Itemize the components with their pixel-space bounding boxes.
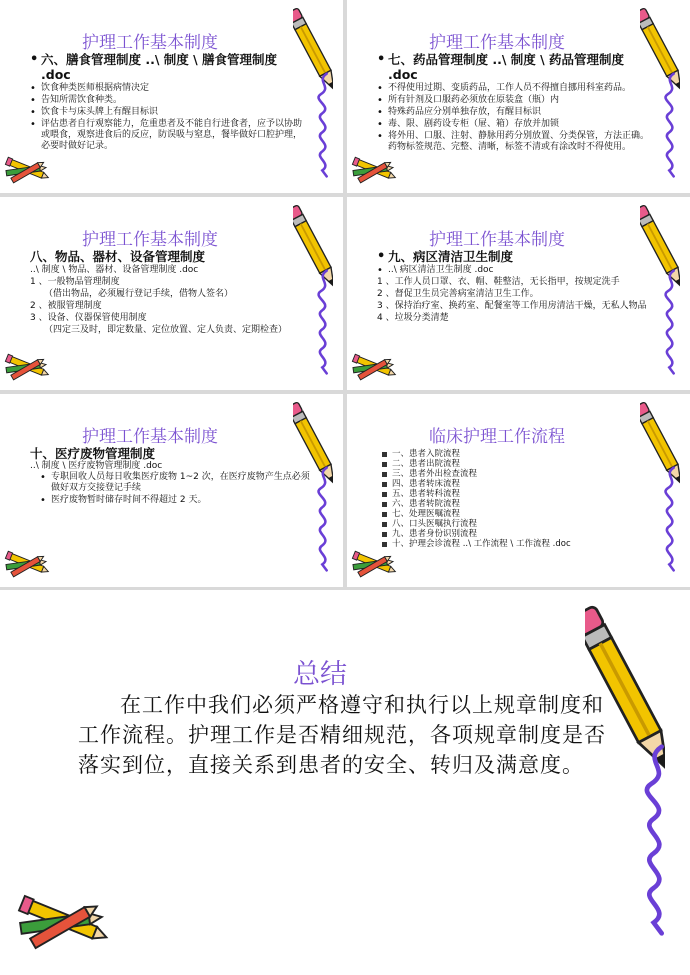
slide-title: 临床护理工作流程 [429,427,565,447]
heading-text: 七、药品管理制度 [388,52,489,67]
spiral-decoration-icon [659,60,681,190]
list-item: • 饮食卡与床头牌上有醒目标识 [30,107,310,118]
spiral-decoration-icon [635,710,675,970]
slide-content [30,52,310,153]
summary-body: 在工作中我们必须严格遵守和执行以上规章制度和工作流程。护理工作是否精细规范，各项规章制度是否落实到位，直接关系到患者的安全、转归及满意度。 [78,693,606,777]
doc-link[interactable]: • ..\ 病区清洁卫生制度 .doc [377,265,657,276]
slide-title: 护理工作基本制度 [429,230,565,250]
crayons-icon [8,888,118,960]
slide-heading [377,52,657,82]
list-line: 1 、工作人员口罩、衣、帽、鞋整洁，无长指甲，按规定洗手 [377,277,620,287]
spiral-decoration-icon [659,454,681,584]
list-line: （借出物品，必须履行登记手续，借物人签名） [44,289,234,299]
crayons-icon [0,349,54,387]
list-item: 二、患者出院流程 [382,459,662,469]
list-item: 一、患者入院流程 [382,449,662,459]
list-item: • 医疗废物暂时储存时间不得超过 2 天。 [40,495,310,506]
slide-title: 护理工作基本制度 [82,427,218,447]
slide-heading [30,52,310,82]
list-line: 3 、保持治疗室、换药室、配餐室等工作用房清洁干燥，无私人物品 [377,301,647,311]
list-item: • 饮食种类医师根据病情决定 [30,83,310,94]
list-line: 2 、被服管理制度 [30,301,102,311]
list-item: • 特殊药品应分别单独存放，有醒目标识 [377,107,657,118]
slide-clinical-workflow [347,394,690,587]
list-item: 五、患者转科流程 [382,489,662,499]
slide-content [30,249,310,337]
list-line: （四定三及时，即定数量、定位放置、定人负责、定期检查） [44,325,288,335]
slide-drug-management [347,0,690,193]
list-line: 4 、垃圾分类清楚 [377,313,449,323]
spiral-decoration-icon [659,257,681,387]
slide-content [382,449,662,549]
slide-heading: 十、医疗废物管理制度 [30,446,156,461]
list-line: 3 、设备、仪器保管使用制度 [30,313,147,323]
slide-title: 护理工作基本制度 [429,33,565,53]
slide-diet-management [0,0,343,193]
spiral-decoration-icon [312,60,334,190]
doc-link[interactable]: ..\ 制度 \ 物品、器材、设备管理制度 .doc [30,265,199,275]
slide-content [30,446,310,507]
slide-content [377,249,657,325]
list-item: 六、患者转院流程 [382,499,662,509]
summary-title: 总结 [293,659,347,690]
slide-medical-waste [0,394,343,587]
slide-content [377,52,657,154]
list-item: • 将外用、口服、注射、静脉用药分别放置、分类保管，方法正确。药物标签规范、完整、清晰，标签不清或有涂改时不得使用。 [377,131,657,153]
slide-heading: 八、物品、器材、设备管理制度 [30,249,206,264]
doc-link[interactable]: ..\ 制度 \ 药品管理制度 .doc [388,52,625,82]
spiral-decoration-icon [312,257,334,387]
list-item: • 专职回收人员每日收集医疗废物 1~2 次，在医疗废物产生点必须做好双方交接登记手续 [40,472,310,494]
list-item: • 评估患者自行观察能力，危重患者及不能自行进食者，应予以协助或喂食，观察进食后的反应，防误吸与窒息，餐毕做好口腔护理，必要时做好记录。 [30,119,310,152]
list-item: • 告知所需饮食种类。 [30,95,310,106]
list-line: 1 、一般物品管理制度 [30,277,120,287]
list-line: 2 、督促卫生员完善病室清洁卫生工作。 [377,289,539,299]
doc-link[interactable]: ..\ 制度 \ 膳食管理制度 .doc [41,52,278,82]
doc-link[interactable]: ..\ 制度 \ 医疗废物管理制度 .doc [30,461,163,471]
list-item: 七、处理医嘱流程 [382,509,662,519]
crayons-icon [0,546,54,584]
list-item: • 所有针剂及口服药必须放在原装盒（瓶）内 [377,95,657,106]
list-item: 四、患者转床流程 [382,479,662,489]
slide-title: 护理工作基本制度 [82,230,218,250]
list-item[interactable]: 十、护理会诊流程 ..\ 工作流程 \ 工作流程 .doc [382,539,662,549]
list-item: 三、患者外出检查流程 [382,469,662,479]
crayons-icon [0,152,54,190]
slide-ward-cleaning [347,197,690,390]
heading-text: 六、膳食管理制度 [41,52,142,67]
list-item: • 毒、限、剧药设专柜（屉、箱）存放并加锁 [377,119,657,130]
list-item: 九、患者身份识别流程 [382,529,662,539]
slide-equipment-management [0,197,343,390]
slide-heading: • 九、病区清洁卫生制度 [377,249,657,264]
spiral-decoration-icon [312,454,334,584]
crayons-icon [347,546,401,584]
crayons-icon [347,349,401,387]
crayons-icon [347,152,401,190]
list-item: • 不得使用过期、变质药品，工作人员不得擅自挪用科室药品。 [377,83,657,94]
list-item: 八、口头医嘱执行流程 [382,519,662,529]
slide-title: 护理工作基本制度 [82,33,218,53]
slide-summary [0,590,690,975]
